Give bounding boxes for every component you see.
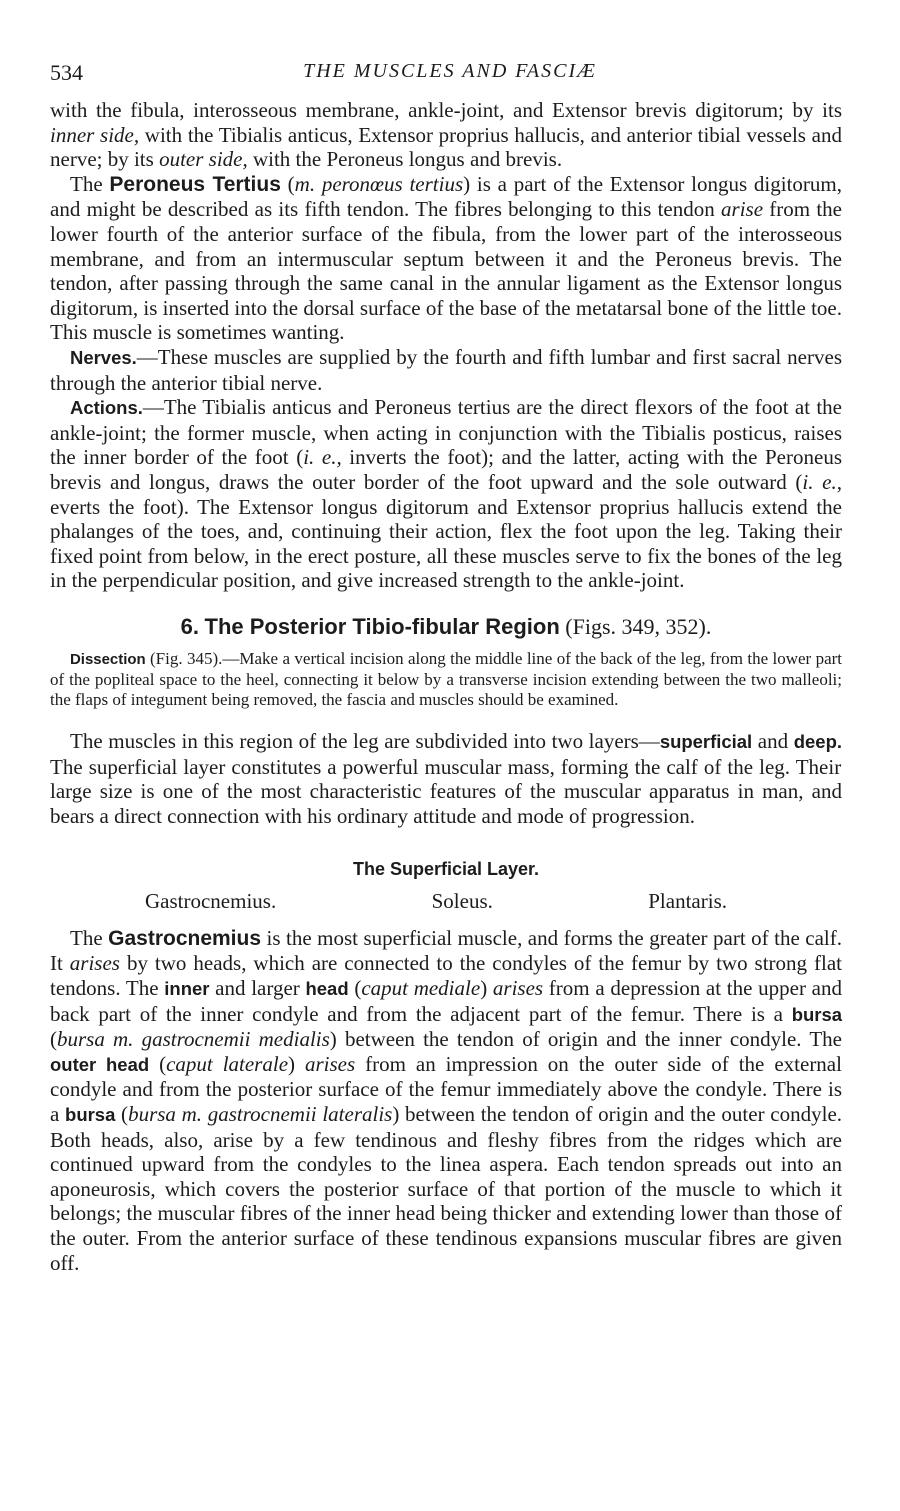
section-heading (50, 615, 842, 640)
term-peroneus-tertius: Peroneus Tertius (109, 172, 281, 196)
paragraph-layers: The muscles in this region of the leg are subdivided into two layers—superficial and deep. The superficial layer constitutes a powerful muscular mass, forming the calf of the leg. Their large size is one of the most characteristic features of the muscular apparatus in man, and bears a direct connection with his ordinary attitude and mode of progression. (50, 729, 842, 829)
label-actions: Actions. (70, 397, 143, 419)
term-gastrocnemius: Gastrocnemius (108, 926, 262, 950)
subsection-heading: The Superficial Layer. (352, 858, 540, 879)
page-number: 534 (50, 60, 83, 85)
paragraph-peroneus-tertius: The Peroneus Tertius (m. peronœus tertius) is a part of the Extensor longus digitorum, and might be described as its fifth tendon. The fibres belonging to this tendon arise from the lower fourth of the anterior surface of the fibula, from the lower part of the interosseous membrane, and from an intermuscular septum between it and the Peroneus brevis. The tendon, after passing through the same canal in the annular ligament as the Extensor longus digitorum, is inserted into the dorsal surface of the base of the metatarsal bone of the little toe. This muscle is sometimes wanting. (50, 171, 843, 345)
italic-inner-side: inner side, (50, 122, 140, 147)
muscle-item: Soleus. (431, 889, 493, 914)
section-title: The Posterior Tibio-fibular Region (204, 613, 560, 639)
italic-arise: arise (721, 197, 764, 222)
body-text (50, 98, 842, 1275)
section-figs: (Figs. 349, 352). (565, 613, 712, 639)
paragraph-actions: Actions.—The Tibialis anticus and Peroneus tertius are the direct flexors of the foot at the ankle-joint; the former muscle, when acting in conjunction with the Tibialis posticus, raises the inner border of the foot (i. e., inverts the foot); and the latter, acting with the Peroneus brevis and longus, draws the outer border of the foot upward and the sole outward (i. e., everts the foot). The Extensor longus digitorum and Extensor proprius hallucis extend the phalanges of the toes, and, continuing their action, flex the foot upon the leg. Taking their fixed point from below, in the erect posture, all these muscles serve to fix the bones of the leg in the perpendicular position, and give increased strength to the ankle-joint. (50, 395, 843, 593)
muscle-list (50, 889, 842, 914)
muscle-item: Plantaris. (648, 889, 727, 914)
paragraph-gastrocnemius: The Gastrocnemius is the most superficial muscle, and forms the greater part of the calf. It arises by two heads, which are connected to the condyles of the femur by two strong flat tendons. The inner and larger head (caput mediale) arises from a depression at the upper and back part of the inner condyle and from the adjacent part of the femur. There is a bursa (bursa m. gastrocnemii medialis) between the tendon of origin and the inner condyle. The outer head (caput laterale) arises from an impression on the outer side of the external condyle and from the posterior surface of the femur immediately above the condyle. There is a bursa (bursa m. gastrocnemii lateralis) between the tendon of origin and the outer condyle. Both heads, also, arise by a few tendinous and fleshy fibres from the ridges which are continued upward from the condyles to the linea aspera. Each tendon spreads out into an aponeurosis, which covers the posterior surface of that portion of the muscle to which it belongs; the muscular fibres of the inner head being thicker and extending lower than those of the outer. From the anterior surface of these tendinous expansions muscular fibres are given off. (50, 925, 843, 1275)
term-superficial: superficial (659, 731, 753, 753)
term-deep: deep. (793, 731, 842, 753)
paragraph-dissection: Dissection (Fig. 345).—Make a vertical incision along the middle line of the back of the leg, from the lower part of the popliteal space to the heel, connecting it below by a transverse incision extending between the two malleoli; the flaps of integument being removed, the fascia and muscles should be examined. (50, 649, 843, 709)
muscle-item: Gastrocnemius. (145, 889, 277, 914)
section-number: 6. (180, 613, 199, 639)
italic-outer-side: outer side, (159, 147, 248, 172)
label-nerves: Nerves. (70, 346, 137, 368)
latin-name: m. peronœus tertius (294, 171, 464, 196)
paragraph-fibula-relations: with the fibula, interosseous membrane, ankle-joint, and Extensor brevis digitorum; by its inner side, with the Tibialis anticus, Extensor proprius hallucis, and anterior tibial vessels and nerve; by its outer side, with the Peroneus longus and brevis. (50, 98, 842, 172)
label-dissection: Dissection (70, 651, 146, 669)
running-title: THE MUSCLES AND FASCIÆ (303, 60, 597, 82)
page-header (50, 60, 850, 90)
paragraph-nerves: Nerves.—These muscles are supplied by the fourth and fifth lumbar and first sacral nerves through the anterior tibial nerve. (50, 344, 842, 395)
